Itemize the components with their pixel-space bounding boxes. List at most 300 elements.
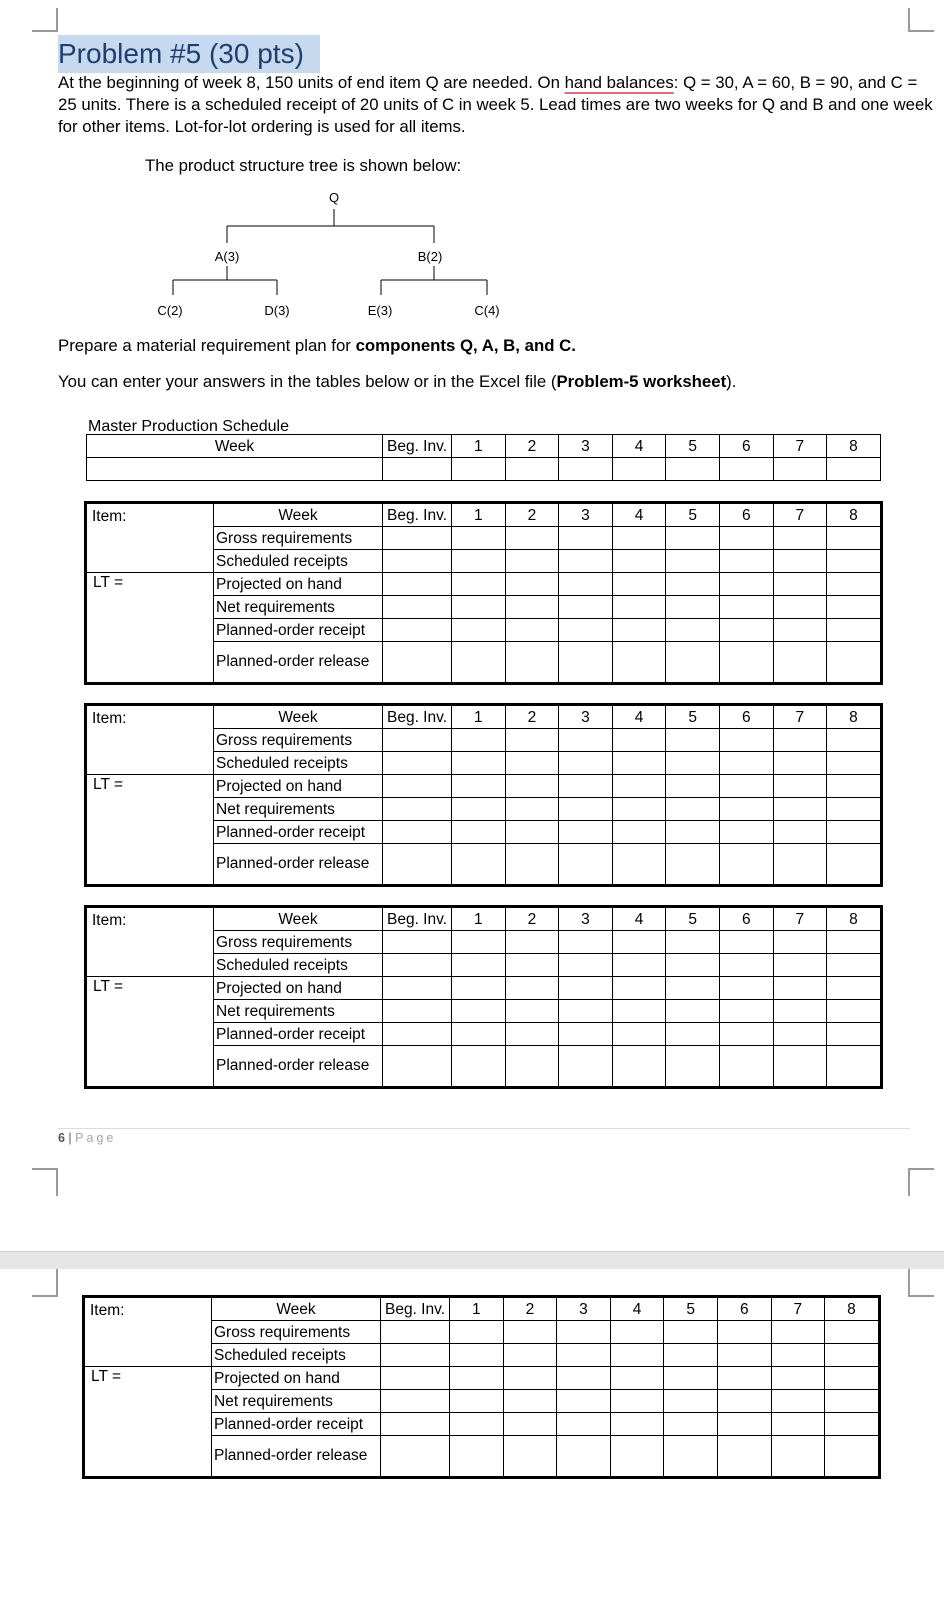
- mrp-input-cell[interactable]: [612, 775, 666, 798]
- mrp-input-cell[interactable]: [505, 550, 559, 573]
- mrp-input-cell[interactable]: [827, 775, 881, 798]
- row-label-gross-requirements: Gross requirements: [214, 729, 383, 752]
- mrp-input-cell[interactable]: [559, 550, 613, 573]
- mrp-input-cell[interactable]: [773, 821, 827, 844]
- item-label[interactable]: Item:: [85, 1298, 212, 1367]
- mrp-input-cell[interactable]: [381, 1390, 450, 1413]
- mrp-input-cell[interactable]: [666, 1000, 720, 1023]
- mrp-input-cell[interactable]: [827, 1023, 881, 1046]
- mrp-input-cell[interactable]: [773, 527, 827, 550]
- mrp-input-cell[interactable]: [559, 596, 613, 619]
- mrp-input-cell[interactable]: [664, 1390, 718, 1413]
- mrp-input-cell[interactable]: [383, 844, 452, 885]
- mrp-input-cell[interactable]: [612, 619, 666, 642]
- row-label-gross-requirements: Gross requirements: [214, 527, 383, 550]
- mrp-input-cell[interactable]: [825, 1413, 879, 1436]
- mrp-input-cell[interactable]: [505, 573, 559, 596]
- mrp-input-cell[interactable]: [827, 729, 881, 752]
- mrp-input-cell[interactable]: [610, 1367, 664, 1390]
- mrp-input-cell[interactable]: [666, 1023, 720, 1046]
- mrp-input-cell[interactable]: [505, 798, 559, 821]
- row-label-net-requirements: Net requirements: [214, 798, 383, 821]
- mrp-input-cell[interactable]: [557, 1344, 611, 1367]
- mrp-input-cell[interactable]: [612, 527, 666, 550]
- mrp-input-cell[interactable]: [612, 550, 666, 573]
- mrp-input-cell[interactable]: [827, 550, 881, 573]
- mrp-input-cell[interactable]: [383, 798, 452, 821]
- mrp-input-cell[interactable]: [719, 954, 773, 977]
- mrp-input-cell[interactable]: [717, 1413, 771, 1436]
- tree-node-c2: C(2): [157, 303, 183, 318]
- problem-title[interactable]: Problem #5 (30 pts): [58, 35, 320, 73]
- mrp-beg-inv-header: Beg. Inv.: [383, 908, 452, 931]
- mrp-input-cell[interactable]: [719, 619, 773, 642]
- mps-input-cell[interactable]: [383, 458, 452, 481]
- mps-input-cell[interactable]: [505, 458, 559, 481]
- mrp-input-cell[interactable]: [666, 1046, 720, 1087]
- mrp-input-cell[interactable]: [825, 1390, 879, 1413]
- mrp-input-cell[interactable]: [381, 1413, 450, 1436]
- mps-input-cell[interactable]: [559, 458, 613, 481]
- lead-time-label[interactable]: LT =: [87, 977, 214, 1087]
- mrp-input-cell[interactable]: [505, 821, 559, 844]
- mrp-input-cell[interactable]: [557, 1436, 611, 1477]
- mrp-input-cell[interactable]: [827, 573, 881, 596]
- mrp-input-cell[interactable]: [771, 1367, 825, 1390]
- mrp-input-cell[interactable]: [383, 527, 452, 550]
- mrp-input-cell[interactable]: [771, 1436, 825, 1477]
- mrp-input-cell[interactable]: [505, 1023, 559, 1046]
- mrp-input-cell[interactable]: [612, 798, 666, 821]
- mrp-input-cell[interactable]: [666, 844, 720, 885]
- mrp-input-cell[interactable]: [452, 954, 506, 977]
- mrp-input-cell[interactable]: [717, 1367, 771, 1390]
- mrp-input-cell[interactable]: [612, 729, 666, 752]
- mrp-input-cell[interactable]: [452, 1000, 506, 1023]
- mrp-input-cell[interactable]: [719, 798, 773, 821]
- mrp-input-cell[interactable]: [773, 931, 827, 954]
- mrp-input-cell[interactable]: [559, 1046, 613, 1087]
- mrp-input-cell[interactable]: [505, 596, 559, 619]
- mrp-input-cell[interactable]: [383, 596, 452, 619]
- mrp-input-cell[interactable]: [825, 1436, 879, 1477]
- mrp-input-cell[interactable]: [666, 729, 720, 752]
- mrp-input-cell[interactable]: [450, 1344, 504, 1367]
- product-structure-tree: [130, 188, 550, 323]
- mrp-input-cell[interactable]: [450, 1367, 504, 1390]
- mrp-input-cell[interactable]: [503, 1436, 557, 1477]
- mrp-input-cell[interactable]: [717, 1390, 771, 1413]
- tree-node-c4: C(4): [474, 303, 500, 318]
- week-header: 3: [559, 908, 613, 931]
- mrp-input-cell[interactable]: [452, 1046, 506, 1087]
- mrp-input-cell[interactable]: [717, 1436, 771, 1477]
- mrp-input-cell[interactable]: [612, 573, 666, 596]
- week-header: 4: [610, 1298, 664, 1321]
- mrp-input-cell[interactable]: [452, 752, 506, 775]
- week-header: 1: [452, 706, 506, 729]
- mrp-input-cell[interactable]: [505, 931, 559, 954]
- lead-time-label[interactable]: LT =: [87, 573, 214, 683]
- lead-time-label[interactable]: LT =: [87, 775, 214, 885]
- mrp-input-cell[interactable]: [827, 596, 881, 619]
- mrp-input-cell[interactable]: [612, 642, 666, 683]
- crop-mark: [908, 8, 934, 32]
- mrp-input-cell[interactable]: [666, 619, 720, 642]
- mrp-input-cell[interactable]: [664, 1344, 718, 1367]
- mrp-input-cell[interactable]: [383, 1023, 452, 1046]
- mrp-input-cell[interactable]: [719, 573, 773, 596]
- week-header: 2: [503, 1298, 557, 1321]
- mrp-input-cell[interactable]: [452, 821, 506, 844]
- mrp-input-cell[interactable]: [664, 1321, 718, 1344]
- week-header: 1: [450, 1298, 504, 1321]
- mrp-input-cell[interactable]: [505, 642, 559, 683]
- mrp-input-cell[interactable]: [773, 1046, 827, 1087]
- mrp-input-cell[interactable]: [383, 619, 452, 642]
- mrp-input-cell[interactable]: [557, 1413, 611, 1436]
- row-label-planned-order-release: Planned-order release: [214, 844, 383, 885]
- mrp-input-cell[interactable]: [559, 844, 613, 885]
- mrp-input-cell[interactable]: [383, 1046, 452, 1087]
- mrp-input-cell[interactable]: [825, 1344, 879, 1367]
- crop-mark: [908, 1168, 934, 1196]
- mrp-input-cell[interactable]: [827, 977, 881, 1000]
- mrp-input-cell[interactable]: [773, 642, 827, 683]
- mrp-input-cell[interactable]: [719, 729, 773, 752]
- mrp-input-cell[interactable]: [773, 573, 827, 596]
- mrp-input-cell[interactable]: [719, 642, 773, 683]
- mrp-input-cell[interactable]: [771, 1321, 825, 1344]
- mrp-input-cell[interactable]: [719, 550, 773, 573]
- mrp-input-cell[interactable]: [612, 977, 666, 1000]
- mrp-input-cell[interactable]: [450, 1390, 504, 1413]
- row-label-planned-order-receipt: Planned-order receipt: [214, 619, 383, 642]
- mrp-input-cell[interactable]: [452, 844, 506, 885]
- mrp-input-cell[interactable]: [827, 931, 881, 954]
- mrp-input-cell[interactable]: [664, 1413, 718, 1436]
- mrp-input-cell[interactable]: [450, 1413, 504, 1436]
- mrp-input-cell[interactable]: [827, 642, 881, 683]
- mrp-input-cell[interactable]: [773, 775, 827, 798]
- mrp-input-cell[interactable]: [719, 977, 773, 1000]
- mrp-input-cell[interactable]: [559, 1000, 613, 1023]
- mrp-input-cell[interactable]: [452, 596, 506, 619]
- mrp-input-cell[interactable]: [557, 1367, 611, 1390]
- mrp-input-cell[interactable]: [383, 752, 452, 775]
- mrp-input-cell[interactable]: [827, 1046, 881, 1087]
- mrp-input-cell[interactable]: [452, 798, 506, 821]
- mrp-input-cell[interactable]: [773, 550, 827, 573]
- mrp-input-cell[interactable]: [666, 821, 720, 844]
- mrp-week-header: Week: [214, 706, 383, 729]
- mrp-input-cell[interactable]: [383, 931, 452, 954]
- week-header: 6: [717, 1298, 771, 1321]
- mrp-input-cell[interactable]: [773, 619, 827, 642]
- row-label-gross-requirements: Gross requirements: [214, 931, 383, 954]
- mrp-input-cell[interactable]: [383, 550, 452, 573]
- mrp-input-cell[interactable]: [827, 954, 881, 977]
- mrp-beg-inv-header: Beg. Inv.: [383, 504, 452, 527]
- mrp-input-cell[interactable]: [771, 1390, 825, 1413]
- mrp-input-cell[interactable]: [827, 527, 881, 550]
- mrp-input-cell[interactable]: [452, 619, 506, 642]
- mrp-table: [84, 1297, 879, 1477]
- mrp-input-cell[interactable]: [383, 1000, 452, 1023]
- row-label-planned-order-receipt: Planned-order receipt: [212, 1413, 381, 1436]
- week-header: 1: [452, 435, 506, 458]
- mrp-input-cell[interactable]: [610, 1390, 664, 1413]
- mrp-input-cell[interactable]: [559, 642, 613, 683]
- mrp-input-cell[interactable]: [825, 1321, 879, 1344]
- mrp-input-cell[interactable]: [381, 1367, 450, 1390]
- mrp-input-cell[interactable]: [773, 977, 827, 1000]
- mrp-input-cell[interactable]: [612, 1023, 666, 1046]
- mrp-input-cell[interactable]: [664, 1367, 718, 1390]
- row-label-planned-order-release: Planned-order release: [214, 1046, 383, 1087]
- mrp-input-cell[interactable]: [719, 527, 773, 550]
- mrp-input-cell[interactable]: [612, 931, 666, 954]
- mrp-input-cell[interactable]: [666, 752, 720, 775]
- week-header: 8: [827, 908, 881, 931]
- mrp-input-cell[interactable]: [773, 798, 827, 821]
- mrp-input-cell[interactable]: [771, 1344, 825, 1367]
- mrp-input-cell[interactable]: [383, 573, 452, 596]
- mrp-input-cell[interactable]: [719, 1000, 773, 1023]
- mrp-input-cell[interactable]: [666, 954, 720, 977]
- row-label-planned-order-receipt: Planned-order receipt: [214, 1023, 383, 1046]
- mrp-input-cell[interactable]: [666, 642, 720, 683]
- crop-mark: [32, 8, 58, 32]
- week-header: 3: [557, 1298, 611, 1321]
- week-header: 2: [505, 504, 559, 527]
- mrp-input-cell[interactable]: [559, 821, 613, 844]
- mrp-input-cell[interactable]: [773, 1000, 827, 1023]
- mrp-input-cell[interactable]: [612, 954, 666, 977]
- mrp-input-cell[interactable]: [773, 596, 827, 619]
- mrp-input-cell[interactable]: [559, 729, 613, 752]
- mrp-input-cell[interactable]: [717, 1321, 771, 1344]
- mps-input-cell[interactable]: [612, 458, 666, 481]
- mrp-input-cell[interactable]: [503, 1413, 557, 1436]
- mrp-input-cell[interactable]: [666, 527, 720, 550]
- mrp-week-header: Week: [214, 908, 383, 931]
- mrp-input-cell[interactable]: [503, 1367, 557, 1390]
- mrp-beg-inv-header: Beg. Inv.: [383, 706, 452, 729]
- week-header: 7: [773, 706, 827, 729]
- mrp-input-cell[interactable]: [505, 977, 559, 1000]
- mrp-input-cell[interactable]: [773, 729, 827, 752]
- mrp-input-cell[interactable]: [827, 844, 881, 885]
- item-label[interactable]: Item:: [87, 504, 214, 573]
- mps-input-cell[interactable]: [666, 458, 720, 481]
- mrp-input-cell[interactable]: [719, 931, 773, 954]
- week-header: 7: [773, 908, 827, 931]
- mps-input-cell[interactable]: [87, 458, 383, 481]
- mrp-input-cell[interactable]: [452, 527, 506, 550]
- row-label-scheduled-receipts: Scheduled receipts: [212, 1344, 381, 1367]
- mps-table: [86, 434, 881, 481]
- mrp-input-cell[interactable]: [612, 752, 666, 775]
- mrp-input-cell[interactable]: [827, 821, 881, 844]
- row-label-scheduled-receipts: Scheduled receipts: [214, 550, 383, 573]
- mrp-input-cell[interactable]: [666, 573, 720, 596]
- mrp-input-cell[interactable]: [666, 775, 720, 798]
- mrp-input-cell[interactable]: [505, 752, 559, 775]
- mrp-input-cell[interactable]: [719, 1023, 773, 1046]
- week-header: 5: [666, 504, 720, 527]
- mrp-input-cell[interactable]: [450, 1321, 504, 1344]
- mrp-input-cell[interactable]: [557, 1321, 611, 1344]
- mrp-input-cell[interactable]: [452, 550, 506, 573]
- week-header: 8: [827, 504, 881, 527]
- spellcheck-underlined-text[interactable]: hand balances: [564, 73, 674, 92]
- mrp-input-cell[interactable]: [557, 1390, 611, 1413]
- mrp-input-cell[interactable]: [666, 931, 720, 954]
- mrp-input-cell[interactable]: [452, 977, 506, 1000]
- mrp-input-cell[interactable]: [381, 1321, 450, 1344]
- mrp-input-cell[interactable]: [827, 752, 881, 775]
- mps-week-header: Week: [87, 435, 383, 458]
- mrp-input-cell[interactable]: [827, 1000, 881, 1023]
- mrp-input-cell[interactable]: [559, 752, 613, 775]
- mps-input-cell[interactable]: [773, 458, 827, 481]
- mrp-input-cell[interactable]: [825, 1367, 879, 1390]
- mrp-input-cell[interactable]: [559, 527, 613, 550]
- mrp-input-cell[interactable]: [559, 619, 613, 642]
- mrp-input-cell[interactable]: [505, 844, 559, 885]
- mrp-input-cell[interactable]: [505, 954, 559, 977]
- mrp-input-cell[interactable]: [450, 1436, 504, 1477]
- mrp-input-cell[interactable]: [505, 1000, 559, 1023]
- crop-mark: [908, 1269, 934, 1297]
- mrp-input-cell[interactable]: [827, 798, 881, 821]
- problem-statement: At the beginning of week 8, 150 units of end item Q are needed. On hand balances: Q = 30, A = 60, B = 90, and C = 25 units. There is a scheduled receipt of 20 units of C in week 5. Lead times are two weeks for Q and B and one week for other items. Lot-for-lot ordering is used for all items.: [58, 73, 933, 136]
- mrp-input-cell[interactable]: [664, 1436, 718, 1477]
- document-page-2: [0, 1269, 944, 1609]
- mrp-input-cell[interactable]: [559, 573, 613, 596]
- mrp-input-cell[interactable]: [719, 596, 773, 619]
- week-header: 4: [612, 504, 666, 527]
- mps-caption: Master Production Schedule: [88, 418, 289, 435]
- mrp-input-cell[interactable]: [773, 1023, 827, 1046]
- week-header: 5: [666, 435, 720, 458]
- mrp-input-cell[interactable]: [505, 729, 559, 752]
- week-header: 2: [505, 706, 559, 729]
- mrp-input-cell[interactable]: [503, 1321, 557, 1344]
- mps-entry-row[interactable]: [87, 458, 881, 481]
- mps-input-cell[interactable]: [827, 458, 881, 481]
- mrp-input-cell[interactable]: [610, 1436, 664, 1477]
- mrp-input-cell[interactable]: [719, 821, 773, 844]
- footer-rule: [58, 1128, 910, 1129]
- mrp-input-cell[interactable]: [383, 954, 452, 977]
- mrp-input-cell[interactable]: [827, 619, 881, 642]
- mrp-input-cell[interactable]: [559, 1023, 613, 1046]
- row-label-planned-order-release: Planned-order release: [214, 642, 383, 683]
- mrp-input-cell[interactable]: [612, 821, 666, 844]
- mrp-input-cell[interactable]: [612, 1000, 666, 1023]
- prepare-instruction: Prepare a material requirement plan for components Q, A, B, and C.: [58, 336, 576, 355]
- mrp-input-cell[interactable]: [771, 1413, 825, 1436]
- mps-input-cell[interactable]: [719, 458, 773, 481]
- mrp-input-cell[interactable]: [383, 642, 452, 683]
- week-header: 3: [559, 504, 613, 527]
- lead-time-label[interactable]: LT =: [85, 1367, 212, 1477]
- mrp-input-cell[interactable]: [383, 729, 452, 752]
- mrp-input-cell[interactable]: [452, 642, 506, 683]
- mrp-input-cell[interactable]: [559, 977, 613, 1000]
- mrp-beg-inv-header: Beg. Inv.: [381, 1298, 450, 1321]
- mrp-input-cell[interactable]: [505, 619, 559, 642]
- mrp-input-cell[interactable]: [452, 729, 506, 752]
- mrp-input-cell[interactable]: [610, 1344, 664, 1367]
- mrp-input-cell[interactable]: [773, 752, 827, 775]
- week-header: 6: [719, 435, 773, 458]
- item-label[interactable]: Item:: [87, 706, 214, 775]
- mrp-input-cell[interactable]: [452, 775, 506, 798]
- mrp-input-cell[interactable]: [503, 1344, 557, 1367]
- mrp-input-cell[interactable]: [717, 1344, 771, 1367]
- mrp-input-cell[interactable]: [452, 573, 506, 596]
- mrp-input-cell[interactable]: [381, 1436, 450, 1477]
- mrp-input-cell[interactable]: [719, 752, 773, 775]
- mrp-table: [86, 503, 881, 683]
- mrp-input-cell[interactable]: [719, 1046, 773, 1087]
- mrp-input-cell[interactable]: [773, 844, 827, 885]
- mrp-input-cell[interactable]: [559, 931, 613, 954]
- mrp-input-cell[interactable]: [612, 844, 666, 885]
- mrp-input-cell[interactable]: [505, 775, 559, 798]
- mrp-input-cell[interactable]: [505, 527, 559, 550]
- mrp-input-cell[interactable]: [612, 596, 666, 619]
- mrp-table: [86, 705, 881, 885]
- mrp-input-cell[interactable]: [503, 1390, 557, 1413]
- mrp-input-cell[interactable]: [666, 596, 720, 619]
- mrp-input-cell[interactable]: [383, 821, 452, 844]
- mrp-input-cell[interactable]: [719, 844, 773, 885]
- mrp-input-cell[interactable]: [383, 775, 452, 798]
- mrp-input-cell[interactable]: [612, 1046, 666, 1087]
- week-header: 7: [771, 1298, 825, 1321]
- mrp-input-cell[interactable]: [773, 954, 827, 977]
- mrp-input-cell[interactable]: [381, 1344, 450, 1367]
- mrp-input-cell[interactable]: [666, 798, 720, 821]
- mrp-input-cell[interactable]: [610, 1321, 664, 1344]
- crop-mark: [32, 1269, 58, 1297]
- tree-node-a: A(3): [214, 249, 240, 264]
- mrp-input-cell[interactable]: [666, 977, 720, 1000]
- row-label-net-requirements: Net requirements: [214, 596, 383, 619]
- mrp-input-cell[interactable]: [505, 1046, 559, 1087]
- week-header: 8: [825, 1298, 879, 1321]
- mrp-input-cell[interactable]: [559, 798, 613, 821]
- tree-node-e3: E(3): [367, 303, 393, 318]
- mrp-input-cell[interactable]: [719, 775, 773, 798]
- item-label[interactable]: Item:: [87, 908, 214, 977]
- mrp-input-cell[interactable]: [452, 931, 506, 954]
- mrp-input-cell[interactable]: [383, 977, 452, 1000]
- mps-input-cell[interactable]: [452, 458, 506, 481]
- mrp-input-cell[interactable]: [559, 775, 613, 798]
- row-label-projected-on-hand: Projected on hand: [214, 977, 383, 1000]
- tree-node-b: B(2): [417, 249, 443, 264]
- mrp-input-cell[interactable]: [666, 550, 720, 573]
- mrp-input-cell[interactable]: [452, 1023, 506, 1046]
- mrp-input-cell[interactable]: [559, 954, 613, 977]
- mrp-table: [86, 907, 881, 1087]
- mrp-input-cell[interactable]: [610, 1413, 664, 1436]
